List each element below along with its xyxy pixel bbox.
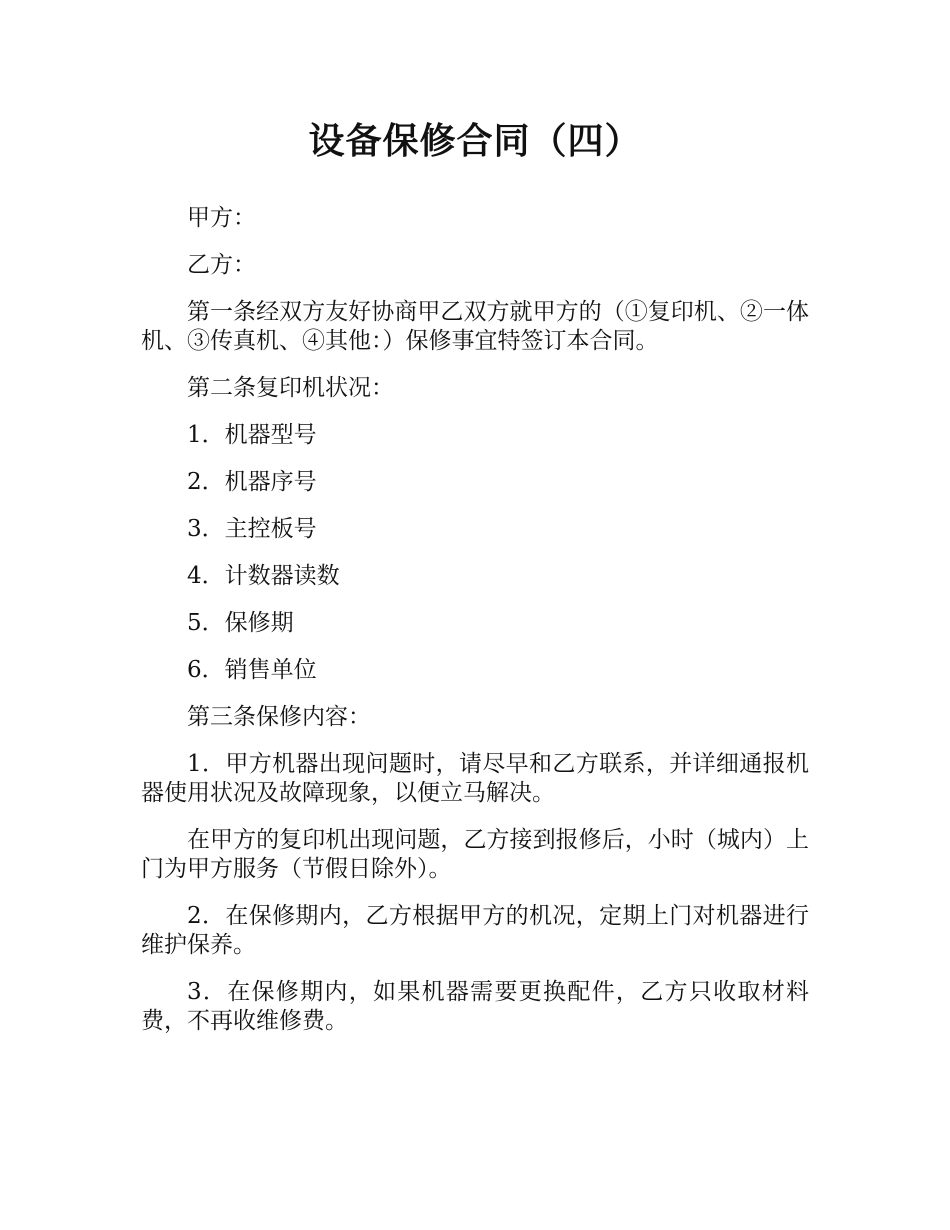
article-3-item-2: 2．在保修期内，乙方根据甲方的机况，定期上门对机器进行维护保养。 [141, 903, 809, 958]
party-b-line: 乙方： [187, 252, 256, 278]
document-title: 设备保修合同（四） [308, 121, 642, 162]
party-a-line: 甲方： [187, 205, 256, 231]
list-item-serial: 2．机器序号 [187, 469, 317, 495]
list-item-counter: 4．计数器读数 [187, 563, 340, 589]
list-item-model: 1．机器型号 [187, 422, 317, 448]
list-item-warranty-period: 5．保修期 [187, 610, 294, 636]
article-3-item-3: 3．在保修期内，如果机器需要更换配件，乙方只收取材料费，不再收维修费。 [141, 979, 809, 1034]
article-3-service-paragraph: 在甲方的复印机出现问题，乙方接到报修后，小时（城内）上门为甲方服务（节假日除外）。 [141, 827, 809, 882]
article-2-heading: 第二条复印机状况： [187, 375, 394, 401]
document-body [141, 204, 809, 1054]
article-1-paragraph: 第一条经双方友好协商甲乙双方就甲方的（①复印机、②一体机、③传真机、④其他：）保修事宜特签订本合同。 [141, 299, 809, 354]
list-item-mainboard: 3．主控板号 [187, 516, 317, 542]
article-3-heading: 第三条保修内容： [187, 704, 371, 730]
list-item-seller: 6．销售单位 [187, 657, 317, 683]
article-3-item-1: 1．甲方机器出现问题时，请尽早和乙方联系，并详细通报机器使用状况及故障现象，以便立马解决。 [141, 751, 809, 806]
